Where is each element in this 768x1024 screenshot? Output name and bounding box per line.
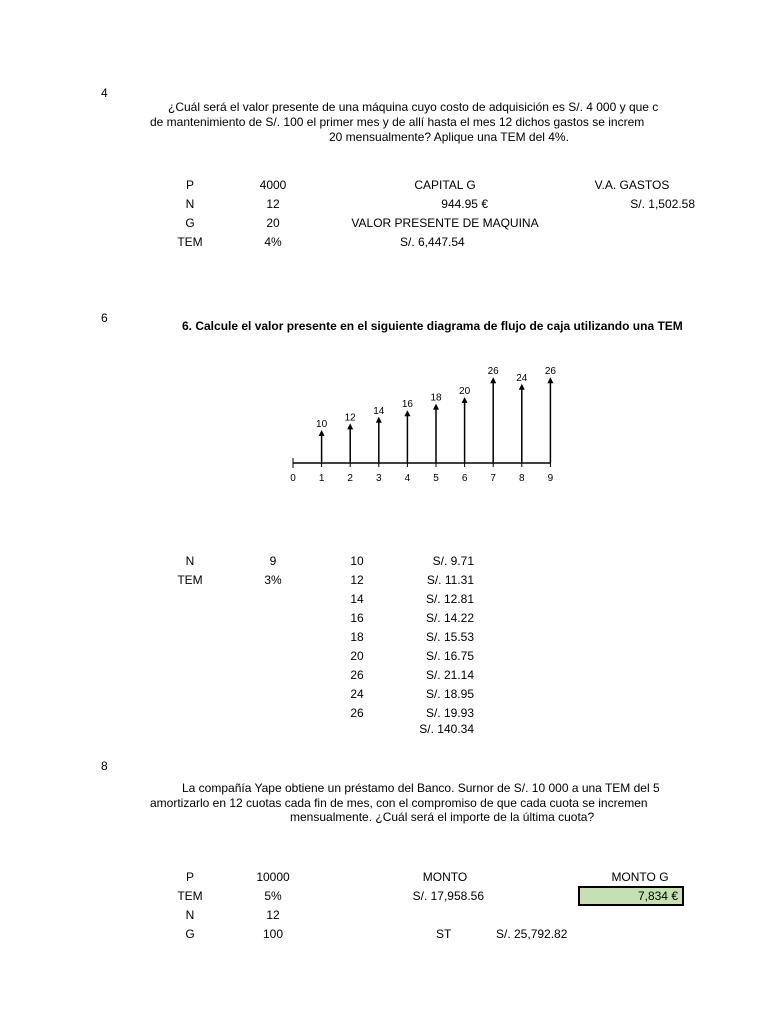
period-tick-label: 6	[461, 473, 468, 484]
cash-flow-arrowhead	[433, 404, 439, 410]
period-tick-label: 7	[490, 473, 496, 484]
s4-label-p: P	[185, 178, 194, 192]
flow-value: 24	[350, 687, 364, 701]
present-value: S/. 16.75	[425, 649, 474, 663]
vp-maquina-header: VALOR PRESENTE DE MAQUINA	[351, 216, 539, 230]
cash-flow-label: 26	[544, 366, 556, 378]
s6-label-tem: TEM	[177, 573, 203, 587]
st-label: ST	[436, 927, 452, 941]
section-8-question-line-2: amortizarlo en 12 cuotas cada fin de mes, con el compromiso de que cada cuota se incremen	[150, 796, 648, 810]
present-value: S/. 19.93	[425, 706, 474, 720]
capital-g-value: 944.95 €	[441, 197, 488, 211]
monto-g-value-cell[interactable]: 7,834 €	[578, 886, 684, 906]
s8-value-tem: 5%	[264, 889, 282, 903]
cash-flow-arrowhead	[519, 384, 525, 390]
flow-value: 14	[350, 592, 364, 606]
s4-label-g: G	[185, 216, 195, 230]
section-4-question-line-1: ¿Cuál será el valor presente de una máquina cuyo costo de adquisición es S/. 4 000 y que c	[168, 100, 659, 114]
present-value: S/. 9.71	[432, 554, 474, 568]
period-tick-label: 0	[290, 473, 296, 484]
capital-g-header: CAPITAL G	[414, 178, 476, 192]
period-tick-label: 1	[318, 473, 325, 484]
cash-flow-arrowhead	[490, 377, 496, 383]
s4-value-tem: 4%	[264, 235, 282, 249]
section-8-number: 8	[101, 759, 108, 773]
s4-value-g: 20	[266, 216, 280, 230]
monto-value: S/. 17,958.56	[412, 889, 484, 903]
section-8-question-line-3: mensualmente. ¿Cuál será el importe de la última cuota?	[290, 810, 595, 824]
cash-flow-arrowhead	[347, 423, 353, 429]
va-gastos-header: V.A. GASTOS	[594, 178, 670, 192]
s6-value-tem: 3%	[264, 573, 282, 587]
cash-flow-label: 16	[401, 399, 413, 411]
flow-value: 18	[350, 630, 364, 644]
cash-flow-diagram	[280, 360, 570, 490]
monto-header: MONTO	[422, 870, 468, 884]
period-tick-label: 9	[547, 473, 554, 484]
monto-g-header: MONTO G	[611, 870, 669, 884]
section-4-question-line-2: de mantenimiento de S/. 100 el primer mes y de allí hasta el mes 12 dichos gastos se increm	[150, 115, 645, 129]
flow-value: 12	[350, 573, 364, 587]
flow-value: 16	[350, 611, 364, 625]
s8-value-n: 12	[266, 908, 280, 922]
present-value: S/. 21.14	[425, 668, 474, 682]
cash-flow-label: 12	[344, 412, 356, 424]
present-value: S/. 11.31	[426, 573, 474, 587]
cash-flow-label: 26	[487, 366, 499, 378]
cash-flow-label: 10	[316, 419, 328, 430]
present-value: S/. 15.53	[425, 630, 474, 644]
s4-value-n: 12	[266, 197, 280, 211]
cash-flow-label: 24	[516, 372, 528, 384]
cash-flow-label: 20	[459, 386, 471, 397]
section-4-number: 4	[101, 86, 108, 100]
s4-value-p: 4000	[259, 178, 287, 192]
s4-label-n: N	[185, 197, 195, 211]
section-8-question-line-1: La compañía Yape obtiene un préstamo del Banco. Surnor de S/. 10 000 a una TEM del 5	[182, 781, 660, 795]
cash-flow-arrowhead	[319, 430, 325, 436]
st-value: S/. 25,792.82	[496, 927, 568, 941]
section-4-question-line-3: 20 mensualmente? Aplique una TEM del 4%.	[329, 130, 569, 144]
cash-flow-arrowhead	[462, 397, 468, 403]
cash-flow-label: 18	[430, 392, 442, 404]
flow-value: 26	[350, 668, 364, 682]
cash-flow-arrowhead	[547, 377, 553, 383]
s8-label-n: N	[185, 908, 195, 922]
period-tick-label: 5	[433, 473, 439, 484]
period-tick-label: 2	[347, 473, 353, 484]
s6-label-n: N	[185, 554, 195, 568]
s8-value-g: 100	[262, 927, 284, 941]
present-value: S/. 12.81	[425, 592, 474, 606]
s4-label-tem: TEM	[177, 235, 203, 249]
flow-value: 10	[350, 554, 364, 568]
flow-value: 20	[350, 649, 364, 663]
s8-label-g: G	[185, 927, 195, 941]
s6-value-n: 9	[269, 554, 277, 568]
period-tick-label: 8	[519, 473, 525, 484]
flow-value: 26	[350, 706, 364, 720]
s8-label-tem: TEM	[177, 889, 203, 903]
cash-flow-label: 14	[373, 405, 385, 417]
vp-maquina-value: S/. 6,447.54	[400, 235, 465, 249]
section-6-number: 6	[101, 311, 108, 325]
section-6-question: 6. Calcule el valor presente en el siguiente diagrama de flujo de caja utilizando una TEM	[182, 319, 683, 333]
s8-value-p: 10000	[256, 870, 290, 884]
present-value: S/. 18.95	[425, 687, 474, 701]
period-tick-label: 3	[376, 473, 382, 484]
cash-flow-arrowhead	[404, 410, 410, 416]
pv-total: S/. 140.34	[419, 722, 474, 736]
s8-label-p: P	[185, 870, 194, 884]
period-tick-label: 4	[404, 473, 411, 484]
present-value: S/. 14.22	[425, 611, 474, 625]
cash-flow-arrowhead	[376, 417, 382, 423]
va-gastos-value: S/. 1,502.58	[630, 197, 695, 211]
